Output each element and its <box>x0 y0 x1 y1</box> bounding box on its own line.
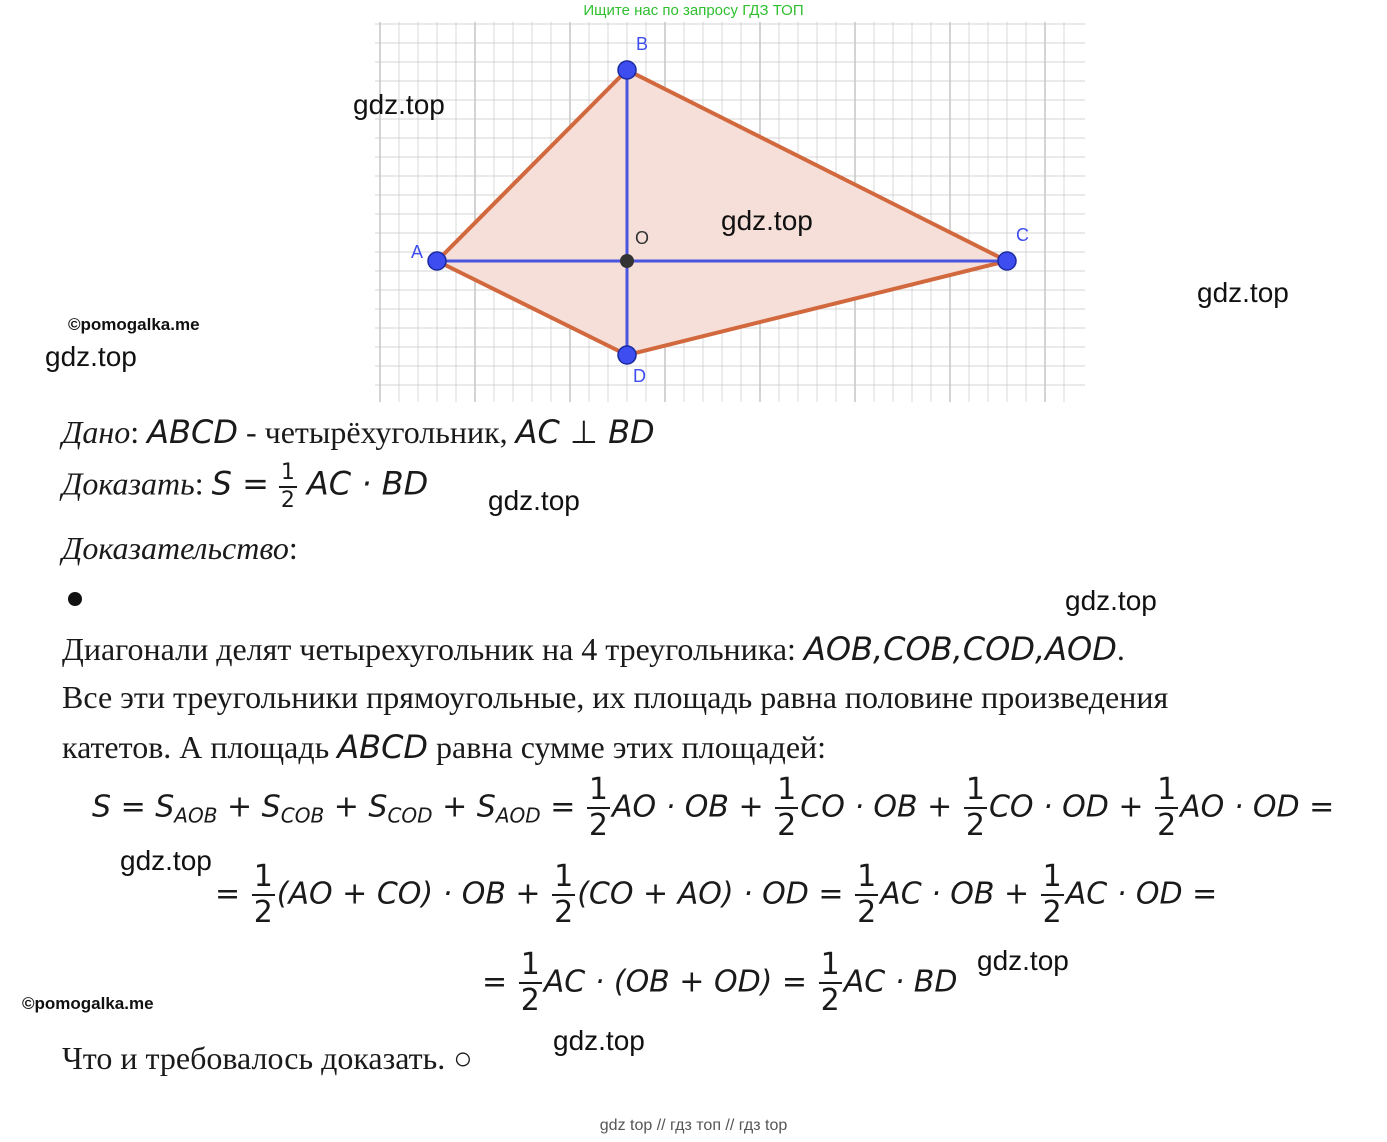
footer-links: gdz top // гдз топ // гдз top <box>599 1117 788 1134</box>
equation-line-3: = $\frac{1}{2}$ AC · (OB + OD) = $\frac{1}{2}$ AC · BD <box>482 947 958 1018</box>
fraction: $\frac{1}{2}$ <box>253 859 273 930</box>
copyright: ©pomogalka.me <box>68 315 200 334</box>
label-c: C <box>1016 225 1029 245</box>
watermark: gdz.top <box>1197 277 1289 308</box>
copyright: ©pomogalka.me <box>22 994 154 1013</box>
paragraph-text: Диагонали делят четырехугольник на 4 треугольника: <box>62 631 796 667</box>
equation-line-2: = $\frac{1}{2}$ (AO + CO) · OB + $\frac{1}{2}$ (CO + AO) · OD = $\frac{1}{2}$ AC · OB + $\frac{1}{2}$ AC · OD = <box>215 859 1218 930</box>
paragraph-line-2: Все эти треугольники прямоугольные, их площадь равна половине произведения <box>62 679 1169 715</box>
prove-lhs: S = <box>211 464 269 503</box>
prove-rhs: AC · BD <box>306 464 429 503</box>
point-a <box>428 252 446 270</box>
watermark: gdz.top <box>45 341 137 372</box>
point-b <box>618 61 636 79</box>
given-condition: AC ⊥ BD <box>515 413 655 451</box>
fraction: $\frac{1}{2}$ <box>520 947 540 1018</box>
paragraph-text: катетов. А площадь <box>62 729 330 765</box>
fraction: $\frac{1}{2}$ <box>777 772 797 843</box>
equation-line-1: $S = S_{AOB} + S_{COB} + S_{COD} + S_{AOD}$ = $\frac{1}{2}$ AO · OB + $\frac{1}{2}$ CO · OB + $\frac{1}{2}$ CO · OD + $\frac{1}{2}$ AO · OD = <box>92 772 1335 843</box>
triangles-list: AOB,COB,COD,AOD <box>803 630 1117 668</box>
bullet <box>68 592 82 606</box>
paragraph-line-1: Диагонали делят четырехугольник на 4 треугольника: AOB,COB,COD,AOD. <box>62 630 1125 668</box>
given-label: Дано <box>62 414 131 450</box>
given-line: Дано: ABCD - четырёхугольник, AC ⊥ BD <box>62 413 655 451</box>
given-figure: ABCD <box>147 413 238 451</box>
watermark: gdz.top <box>553 1025 645 1056</box>
prove-line: Доказать: S = $\frac{1}{2}$ AC · BD <box>62 460 429 513</box>
point-c <box>998 252 1016 270</box>
fraction: $\frac{1}{2}$ <box>554 859 574 930</box>
watermark: gdz.top <box>721 205 813 236</box>
given-text: - четырёхугольник, <box>245 414 508 450</box>
fraction: $\frac{1}{2}$ <box>965 772 985 843</box>
prove-label: Доказать <box>62 465 195 502</box>
fraction: $\frac{1}{2}$ <box>820 947 840 1018</box>
label-b: B <box>636 34 649 54</box>
point-d <box>618 346 636 364</box>
point-o <box>620 254 634 268</box>
fraction: $\frac{1}{2}$ <box>857 859 877 930</box>
paragraph-text: равна сумме этих площадей: <box>436 729 827 765</box>
fraction: $\frac{1}{2}$ <box>588 772 608 843</box>
watermark: gdz.top <box>120 845 212 876</box>
proof-heading: Доказательство: <box>62 530 298 566</box>
paragraph-line-3 <box>62 728 826 766</box>
fraction: $\frac{1}{2}$ <box>1157 772 1177 843</box>
search-banner: Ищите нас по запросу ГДЗ ТОП <box>583 2 804 19</box>
watermark: gdz.top <box>488 485 580 516</box>
watermark: gdz.top <box>1065 585 1157 616</box>
fraction: $\frac{1}{2}$ <box>280 460 295 513</box>
fraction: $\frac{1}{2}$ <box>1042 859 1062 930</box>
label-d: D <box>633 366 646 386</box>
proof-label: Доказательство <box>62 530 289 566</box>
figure-name: ABCD <box>337 728 429 766</box>
conclusion: Что и требовалось доказать. ○ <box>62 1040 473 1076</box>
watermark: gdz.top <box>977 945 1069 976</box>
label-a: A <box>411 242 424 262</box>
label-o: O <box>635 228 650 248</box>
watermark: gdz.top <box>353 89 445 120</box>
